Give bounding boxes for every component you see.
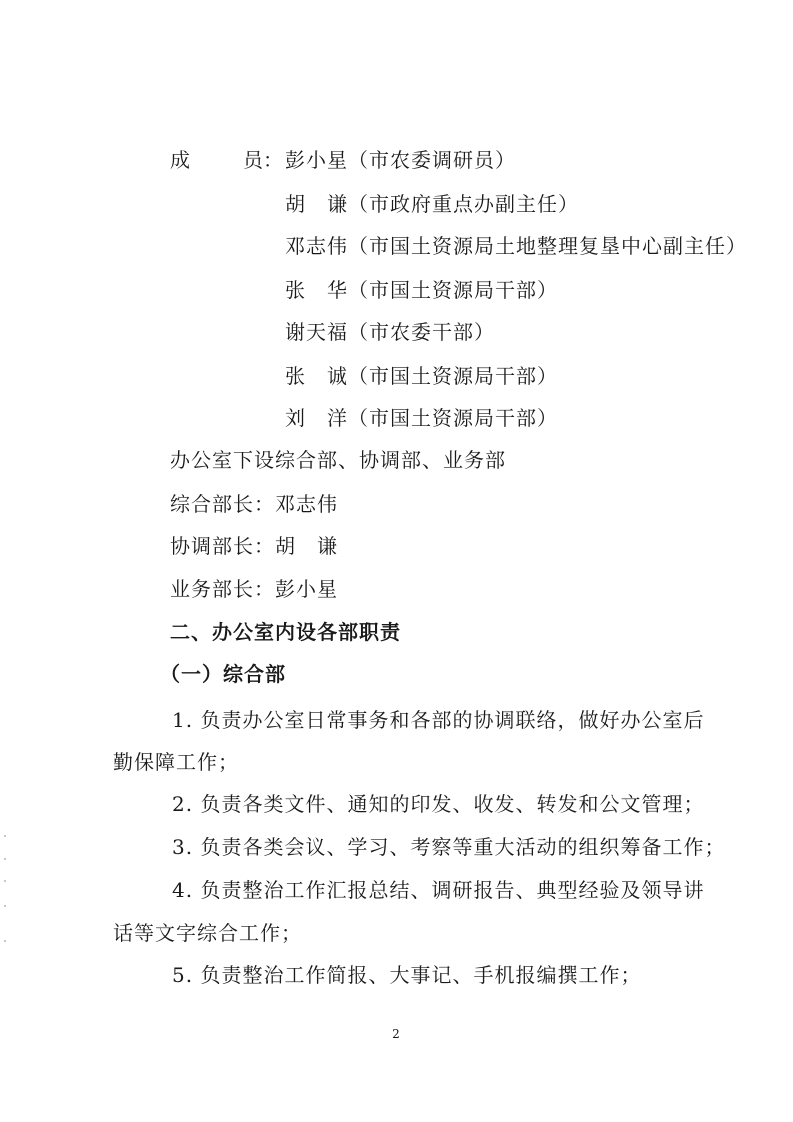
scan-mark [4, 940, 6, 942]
office-departments-line: 办公室下设综合部、协调部、业务部 [170, 448, 506, 472]
section-heading: 二、办公室内设各部职责 [170, 620, 401, 644]
members-label-first: 成 [170, 148, 190, 172]
dept-head-line: 协调部长：胡 谦 [170, 534, 338, 558]
duty-line: 3. 负责各类会议、学习、考察等重大活动的组织筹备工作； [172, 835, 726, 859]
duty-line: 话等文字综合工作； [113, 921, 302, 945]
member-line: 胡 谦（市政府重点办副主任） [285, 192, 579, 216]
member-line: 谢天福（市农委干部） [285, 320, 495, 344]
duty-line: 勤保障工作； [113, 750, 239, 774]
duty-line: 1. 负责办公室日常事务和各部的协调联络，做好办公室后 [172, 708, 705, 732]
duty-line: 5. 负责整治工作简报、大事记、手机报编撰工作； [172, 963, 642, 987]
dept-head-line: 业务部长：彭小星 [170, 577, 338, 601]
scan-mark [4, 880, 6, 882]
member-line: 邓志伟（市国土资源局土地整理复垦中心副主任） [285, 234, 747, 258]
scan-mark [4, 905, 6, 907]
duty-line: 2. 负责各类文件、通知的印发、收发、转发和公文管理； [172, 792, 705, 816]
scan-mark [4, 858, 6, 860]
dept-head-line: 综合部长：邓志伟 [170, 492, 338, 516]
member-line: 刘 洋（市国土资源局干部） [285, 406, 558, 430]
scan-mark [4, 835, 6, 837]
member-line: 张 华（市国土资源局干部） [285, 278, 558, 302]
page-number: 2 [392, 1027, 400, 1041]
duty-line: 4. 负责整治工作汇报总结、调研报告、典型经验及领导讲 [172, 878, 705, 902]
members-label-second: 员： [243, 148, 283, 172]
member-line: 张 诚（市国土资源局干部） [285, 364, 558, 388]
subsection-heading: （一）综合部 [160, 662, 286, 686]
member-line: 彭小星（市农委调研员） [285, 148, 516, 172]
